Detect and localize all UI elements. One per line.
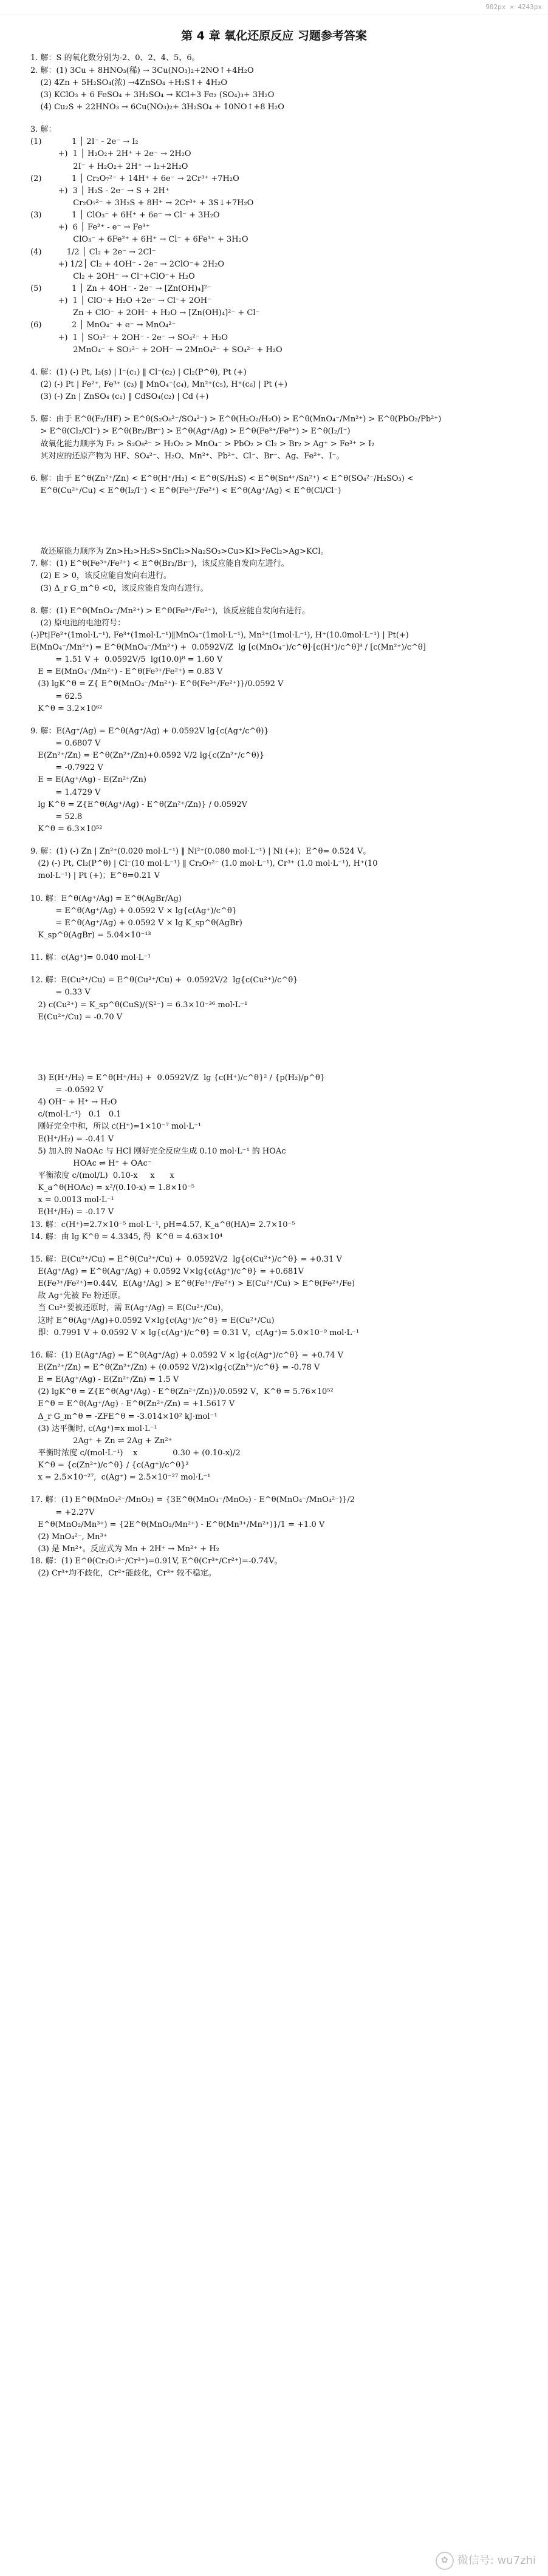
text-line: (2) MnO₄²⁻, Mn³⁺ <box>30 1532 108 1541</box>
text-line: +) 1 │ ClO⁻+ H₂O +2e⁻ → Cl⁻+ 2OH⁻ <box>30 296 212 306</box>
text-line: = -0.7922 V <box>30 763 103 773</box>
text-line: Cr₂O₇²⁻ + 3H₂S + 8H⁺ → 2Cr³⁺ + 3S↓+7H₂O <box>30 198 254 208</box>
text-line: = +2.27V <box>30 1507 95 1517</box>
page-title: 第 4 章 氧化还原反应 习题参考答案 <box>181 29 367 42</box>
text-line: = 1.51 V + 0.0592V/5 lg(10.0)⁸ = 1.60 V <box>30 655 223 665</box>
text-line: E = E(Ag⁺/Ag) - E(Zn²⁺/Zn) = 1.5 V <box>30 1375 179 1385</box>
text-line: 1. 解：S 的氧化数分别为-2、0、2、4、5、6。 <box>30 53 200 63</box>
text-line: E^θ = E^θ(Ag⁺/Ag) - E^θ(Zn²⁺/Zn) = +1.5617 V <box>30 1399 235 1409</box>
text-line: (2) (-) Pt | Fe²⁺, Fe³⁺ (c₃) ‖ MnO₄⁻(c₄), Mn²⁺(c₅), H⁺(c₆) | Pt (+) <box>30 379 287 389</box>
text-line: (1) 1 │ 2I⁻ - 2e⁻ → I₂ <box>30 137 139 147</box>
text-line <box>30 883 524 893</box>
text-line: = -0.0592 V <box>30 1086 103 1095</box>
text-line: 其对应的还原产物为 HF、SO₄²⁻、H₂O、Mn²⁺、Pb²⁺、Cl⁻、Br⁻、Ag、Fe²⁺、I⁻。 <box>30 451 344 461</box>
text-line: E(Fe³⁺/Fe²⁺)=0.44V, E(Ag⁺/Ag) > E^θ(Fe³⁺/Fe²⁺) > E(Cu²⁺/Cu) > E^θ(Fe²⁺/Fe) <box>30 1279 355 1289</box>
text-line: 3) E(H⁺/H₂) = E^θ(H⁺/H₂) + 0.0592V/Z lg {c(H⁺)/c^θ}² / {p(H₂)/p^θ} <box>30 1073 326 1082</box>
text-line: (4) 1/2 │ Cl₂ + 2e⁻ → 2Cl⁻ <box>30 247 156 257</box>
text-line: = E^θ(Ag⁺/Ag) + 0.0592 V × lg K_sp^θ(AgBr) <box>30 918 242 928</box>
text-line: E = E(MnO₄⁻/Mn²⁺) - E^θ(Fe³⁺/Fe²⁺) = 0.83 V <box>30 667 223 677</box>
text-line: (2) 4Zn + 5H₂SO₄(浓) →4ZnSO₄ +H₂S↑+ 4H₂O <box>30 78 227 87</box>
text-line: x = 0.0013 mol·L⁻¹ <box>30 1195 114 1205</box>
blank-space <box>30 497 524 546</box>
text-line: 16. 解：(1) E(Ag⁺/Ag) = E^θ(Ag⁺/Ag) + 0.0592 V × lg{c(Ag⁺)/c^θ} = +0.74 V <box>30 1350 344 1360</box>
text-line: 故 Ag⁺先被 Fe 粉还原。 <box>30 1291 126 1301</box>
text-line: 平衡浓度 c/(mol/L) 0.10-x x x <box>30 1171 174 1180</box>
text-line: 8. 解：(1) E^θ(MnO₄⁻/Mn²⁺) > E^θ(Fe³⁺/Fe²⁺)，该反应能自发向右进行。 <box>30 606 310 616</box>
watermark <box>436 2552 536 2570</box>
text-line <box>30 114 524 124</box>
text-line: K^θ = 6.3×10⁵² <box>30 824 103 834</box>
text-line: 4. 解：(1) (-) Pt, I₂(s) | I⁻(c₁) ‖ Cl⁻(c₂) | Cl₂(P^θ), Pt (+) <box>30 367 247 377</box>
text-line: x = 2.5×10⁻²⁷, c(Ag⁺) = 2.5×10⁻²⁷ mol·L⁻¹ <box>30 1473 211 1483</box>
text-line: 9. 解：(1) (-) Zn | Zn²⁺(0.020 mol·L⁻¹) ‖ Ni²⁺(0.080 mol·L⁻¹) | Ni (+)；E^θ= 0.524 V。 <box>30 847 371 857</box>
answers-section-1 <box>30 52 524 497</box>
text-line: (2) lgK^θ = Z{E^θ(Ag⁺/Ag) - E^θ(Zn²⁺/Zn)}/0.0592 V，K^θ = 5.76×10⁵² <box>30 1387 334 1397</box>
text-line: = 1.4729 V <box>30 787 101 797</box>
text-line: 平衡时浓度 c/(mol·L⁻¹) x 0.30 + (0.10-x)/2 <box>30 1448 241 1458</box>
text-line: 15. 解：E(Cu²⁺/Cu) = E^θ(Cu²⁺/Cu) + 0.0592V/2 lg{c(Cu²⁺)/c^θ} = +0.31 V <box>30 1254 342 1264</box>
text-line: K^θ = {c(Zn²⁺)/c^θ} / {c(Ag⁺)/c^θ}² <box>30 1461 189 1470</box>
answers-section-3 <box>30 1072 524 1580</box>
text-line: 4) OH⁻ + H⁺ → H₂O <box>30 1098 117 1107</box>
text-line: mol·L⁻¹) | Pt (+)；E^θ=0.21 V <box>30 871 160 881</box>
text-line: (2) 1 │ Cr₂O₇²⁻ + 14H⁺ + 6e⁻ → 2Cr³⁺ +7H₂O <box>30 174 239 183</box>
text-line: E(H⁺/H₂) = -0.41 V <box>30 1134 114 1144</box>
text-line: = E^θ(Ag⁺/Ag) + 0.0592 V × lg{c(Ag⁺)/c^θ} <box>30 906 238 916</box>
text-line: (3) Δ_r G_m^θ <0，该反应能自发向右进行。 <box>30 583 208 593</box>
text-line: (3) 达平衡时, c(Ag⁺)=x mol·L⁻¹ <box>30 1424 157 1433</box>
text-line: K_sp^θ(AgBr) = 5.04×10⁻¹³ <box>30 931 151 940</box>
text-line: E^θ(MnO₂/Mn³⁺) = {2E^θ(MnO₂/Mn²⁺) - E^θ(Mn³⁺/Mn²⁺)}/1 = +1.0 V <box>30 1520 325 1529</box>
text-line: (6) 2 │ MnO₄⁻ + e⁻ → MnO₄²⁻ <box>30 321 176 330</box>
text-line: 6. 解：由于 E^θ(Zn²⁺/Zn) < E^θ(H⁺/H₂) < E^θ(S/H₂S) < E^θ(Sn⁴⁺/Sn²⁺) < E^θ(SO₄²⁻/H₂SO₃) < <box>30 474 414 483</box>
text-line: 这时 E^θ(Ag⁺/Ag)+0.0592 V×lg{c(Ag⁺)/c^θ} = E(Cu²⁺/Cu) <box>30 1316 275 1325</box>
text-line: 18. 解：(1) E^θ(Cr₂O₇²⁻/Cr³⁺)=0.91V, E^θ(Cr³⁺/Cr²⁺)=-0.74V。 <box>30 1557 283 1566</box>
text-line: 9. 解：E(Ag⁺/Ag) = E^θ(Ag⁺/Ag) + 0.0592V lg{c(Ag⁺/c^θ)} <box>30 726 269 736</box>
text-line: c/(mol·L⁻¹) 0.1 0.1 <box>30 1110 122 1120</box>
text-line: 17. 解：(1) E^θ(MnO₄²⁻/MnO₂) = {3E^θ(MnO₄⁻/MnO₂) - E^θ(MnO₄⁻/MnO₄²⁻)}/2 <box>30 1495 355 1505</box>
text-line: Cl₂ + 2OH⁻ → Cl⁻+ClO⁻+ H₂O <box>30 271 195 281</box>
text-line: = 0.33 V <box>30 988 91 997</box>
dims-text: 902px × 4243px <box>485 3 542 12</box>
text-line: (2) (-) Pt, Cl₂(P^θ) | Cl⁻(10 mol·L⁻¹) ‖ Cr₂O₇²⁻ (1.0 mol·L⁻¹), Cr³⁺ (1.0 mol·L⁻¹), H⁺(10 <box>30 859 378 869</box>
text-line: 2Ag⁺ + Zn ⇌ 2Ag + Zn²⁺ <box>30 1436 173 1446</box>
text-line: 2I⁻ + H₂O₂+ 2H⁺ → I₂+2H₂O <box>30 161 188 171</box>
text-line: HOAc ⇌ H⁺ + OAc⁻ <box>30 1158 152 1168</box>
text-line <box>30 1339 524 1350</box>
image-size-label <box>0 0 548 15</box>
text-line: (3) 1 │ ClO₃⁻ + 6H⁺ + 6e⁻ → Cl⁻ + 3H₂O <box>30 211 220 220</box>
text-line: = 0.6807 V <box>30 739 101 749</box>
text-line: 13. 解：c(H⁺)=2.7×10⁻⁵ mol·L⁻¹, pH=4.57, K_a^θ(HA)= 2.7×10⁻⁵ <box>30 1220 295 1229</box>
text-line: +) 3 │ H₂S - 2e⁻ → S + 2H⁺ <box>30 186 170 195</box>
text-line: 5) 加入的 NaOAc 与 HCl 刚好完全反应生成 0.10 mol·L⁻¹ 的 HOAc <box>30 1146 286 1156</box>
text-line: (4) Cu₂S + 22HNO₃ → 6Cu(NO₃)₂+ 3H₂SO₄ + 10NO↑+8 H₂O <box>30 103 284 112</box>
text-line <box>30 715 524 726</box>
text-line: = 52.8 <box>30 812 83 821</box>
text-line: Zn + ClO⁻ + 2OH⁻ + H₂O → [Zn(OH)₄]²⁻ + Cl⁻ <box>30 308 260 318</box>
text-line: 故氧化能力顺序为 F₂ > S₂O₈²⁻ > H₂O₂ > MnO₄⁻ > PbO₂ > Cl₂ > Br₂ > Ag⁺ > Fe³⁺ > I₂ <box>30 439 375 449</box>
document-page <box>0 15 548 2535</box>
text-line: (2) E > 0，该反应能自发向右进行。 <box>30 571 171 581</box>
text-line: 故还原能力顺序为 Zn>H₂>H₂S>SnCl₂>Na₂SO₃>Cu>KI>FeCl₂>Ag>KCl。 <box>30 547 329 557</box>
text-line: K^θ = 3.2×10⁶² <box>30 704 103 713</box>
text-line: ClO₃⁻ + 6Fe²⁺ + 6H⁺ → Cl⁻ + 6Fe³⁺ + 3H₂O <box>30 235 248 245</box>
text-line: (3) KClO₃ + 6 FeSO₄ + 3H₂SO₄ → KCl+3 Fe₂ (SO₄)₃+ 3H₂O <box>30 90 275 100</box>
answers-section-2 <box>30 546 524 1024</box>
text-line: K_a^θ(HOAc) = x²/(0.10-x) = 1.8×10⁻⁵ <box>30 1183 195 1193</box>
watermark-text: 微信号: wu7zhi <box>457 2554 536 2568</box>
text-line: +) 1/2│ Cl₂ + 4OH⁻ - 2e⁻ → 2ClO⁻+ 2H₂O <box>30 259 225 269</box>
text-line: 2MnO₄⁻ + SO₃²⁻ + 2OH⁻ → 2MnO₄²⁻ + SO₄²⁻ + H₂O <box>30 345 283 355</box>
text-line: 当 Cu²⁺要被还原时，需 E(Ag⁺/Ag) = E(Cu²⁺/Cu)， <box>30 1303 229 1313</box>
text-line: 11. 解：c(Ag⁺)= 0.040 mol·L⁻¹ <box>30 953 151 963</box>
text-line: (-)Pt|Fe²⁺(1mol·L⁻¹), Fe³⁺(1mol·L⁻¹)‖MnO₄⁻(1mol·L⁻¹), Mn²⁺(1mol·L⁻¹), H⁺(10.0mol·L⁻¹) | Pt(+) <box>30 630 409 640</box>
text-line <box>30 463 524 473</box>
text-line: +) 1 │ H₂O₂+ 2H⁺ + 2e⁻ → 2H₂O <box>30 149 191 159</box>
text-line: 5. 解：由于 E^θ(F₂/HF) > E^θ(S₂O₈²⁻/SO₄²⁻) > E^θ(H₂O₂/H₂O) > E^θ(MnO₄⁻/Mn²⁺) > E^θ(PbO₂/Pb²⁺) <box>30 415 442 424</box>
text-line: = 62.5 <box>30 692 83 701</box>
text-line: 刚好完全中和，所以 c(H⁺)=1×10⁻⁷ mol·L⁻¹ <box>30 1122 202 1132</box>
text-line: 10. 解：E^θ(Ag⁺/Ag) = E^θ(AgBr/Ag) <box>30 894 182 903</box>
answer-content <box>0 52 548 1580</box>
text-line: E(Ag⁺/Ag) = E^θ(Ag⁺/Ag) + 0.0592 V×lg{c(Ag⁺)/c^θ} = +0.681V <box>30 1266 304 1276</box>
text-line: E(H⁺/H₂) = -0.17 V <box>30 1208 114 1217</box>
text-line: 即：0.7991 V + 0.0592 V × lg{c(Ag⁺)/c^θ} = 0.31 V，c(Ag⁺)= 5.0×10⁻⁹ mol·L⁻¹ <box>30 1328 360 1337</box>
text-line: Δ_r G_m^θ = -ZFE^θ = -3.014×10² kJ·mol⁻¹ <box>30 1412 217 1421</box>
text-line <box>30 403 524 413</box>
text-line: E(Cu²⁺/Cu) = -0.70 V <box>30 1012 123 1022</box>
text-line: E^θ(Cu²⁺/Cu) < E^θ(I₂/I⁻) < E^θ(Fe³⁺/Fe²⁺) < E^θ(Ag⁺/Ag) < E^θ(Cl/Cl⁻) <box>30 486 341 495</box>
text-line: (3) (-) Zn | ZnSO₄ (c₁) ‖ CdSO₄(c₂) | Cd (+) <box>30 392 209 402</box>
text-line: 14. 解：由 lg K^θ = 4.3345, 得 K^θ = 4.63×10⁴ <box>30 1232 223 1242</box>
text-line: (2) 原电池的电池符号： <box>30 618 126 628</box>
text-line <box>30 1484 524 1494</box>
text-line: 7. 解：(1) E^θ(Fe³⁺/Fe²⁺) < E^θ(Br₂/Br⁻)，该反应能自发向左进行。 <box>30 559 289 569</box>
text-line <box>30 964 524 974</box>
text-line: +) 6 │ Fe²⁺ - e⁻ → Fe³⁺ <box>30 223 150 233</box>
text-line: (2) Cr³⁺均不歧化，Cr²⁺能歧化，Cr³⁺ 较不稳定。 <box>30 1569 216 1579</box>
text-line: E(MnO₄⁻/Mn²⁺) = E^θ(MnO₄⁻/Mn²⁺) + 0.0592V/Z lg [c(MnO₄⁻)/c^θ]·[c(H⁺)/c^θ]⁸ / [c(Mn²⁺)/c^θ] <box>30 643 426 653</box>
text-line: (3) 是 Mn²⁺。反应式为 Mn + 2H⁺ → Mn²⁺ + H₂ <box>30 1544 219 1554</box>
wechat-icon: ✿ <box>436 2552 454 2570</box>
text-line: E(Zn²⁺/Zn) = E^θ(Zn²⁺/Zn) + (0.0592 V/2)×lg{c(Zn²⁺)/c^θ} = -0.78 V <box>30 1362 320 1372</box>
text-line <box>30 1243 524 1254</box>
text-line: (3) lgK^θ = Z{ E^θ(MnO₄⁻/Mn²⁺)- E^θ(Fe³⁺/Fe²⁺)}/0.0592 V <box>30 679 284 689</box>
text-line <box>30 595 524 605</box>
text-line: lg K^θ = Z{E^θ(Ag⁺/Ag) - E^θ(Zn²⁺/Zn)} / 0.0592V <box>30 800 247 809</box>
text-line: > E^θ(Cl₂/Cl⁻) > E^θ(Br₂/Br⁻) > E^θ(Ag⁺/Ag) > E^θ(Fe³⁺/Fe²⁺) > E^θ(I₂/I⁻) <box>30 427 351 437</box>
text-line: E = E(Ag⁺/Ag) - E(Zn²⁺/Zn) <box>30 775 146 785</box>
text-line: 12. 解：E(Cu²⁺/Cu) = E^θ(Cu²⁺/Cu) + 0.0592V/2 lg{c(Cu²⁺)/c^θ} <box>30 976 298 985</box>
text-line: +) 1 │ SO₃²⁻ + 2OH⁻ - 2e⁻ → SO₄²⁻ + H₂O <box>30 333 228 342</box>
text-line <box>30 356 524 367</box>
text-line <box>30 835 524 846</box>
blank-space <box>30 1024 524 1072</box>
text-line: 3. 解： <box>30 125 57 135</box>
text-line: 2) c(Cu²⁺) = K_sp^θ(CuS)/(S²⁻) = 6.3×10⁻³⁶ mol·L⁻¹ <box>30 1000 248 1010</box>
text-line: (5) 1 │ Zn + 4OH⁻ - 2e⁻ → [Zn(OH)₄]²⁻ <box>30 284 211 293</box>
text-line: E(Zn²⁺/Zn) = E^θ(Zn²⁺/Zn)+0.0592 V/2 lg{c(Zn²⁺/c^θ)} <box>30 751 265 761</box>
text-line: 2. 解：(1) 3Cu + 8HNO₃(稀) → 3Cu(NO₃)₂+2NO↑+4H₂O <box>30 66 254 75</box>
text-line <box>30 942 524 952</box>
